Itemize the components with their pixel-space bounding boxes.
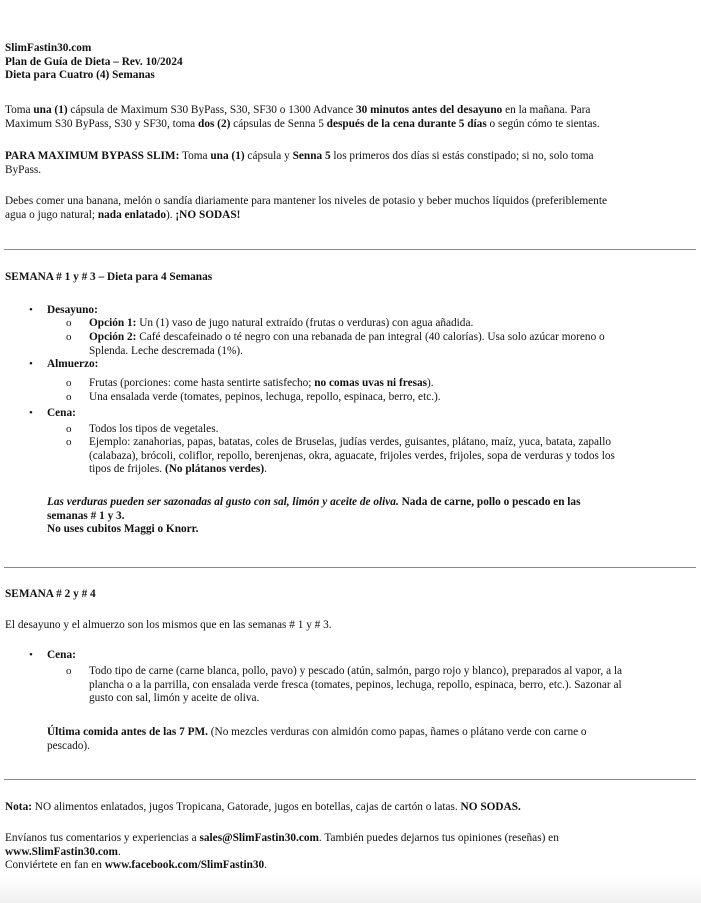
- breakfast-label: Desayuno:: [47, 304, 98, 316]
- sub-bullet-icon: o: [66, 436, 72, 448]
- plan-title: Plan de Guía de Dieta – Rev. 10/2024: [5, 55, 183, 68]
- sub-bullet-icon: o: [66, 391, 72, 403]
- footer-note: Nota: NO alimentos enlatados, jugos Tropicana, Gatorade, jugos en botellas, cajas de cartón o latas. NO SODAS.: [5, 801, 521, 813]
- dinner-label: Cena:: [47, 407, 76, 419]
- dinner-label-week-2-4: Cena:: [47, 649, 76, 661]
- sub-bullet-icon: o: [66, 331, 72, 343]
- sub-bullet-icon: o: [66, 423, 72, 435]
- dinner-item-meats: Todo tipo de carne (carne blanca, pollo, pavo) y pescado (atún, salmón, pargo rojo y blanco), preparados al vapor, a la plancha o a la parrilla, con ensalada verde fresca (tomates, pepinos, lechuga, repollo, espinaca, berro, etc.). Sazonar al gusto con sal, limón y aceite de oliva.: [89, 665, 623, 705]
- breakfast-option-1: Opción 1: Un (1) vaso de jugo natural extraído (frutas o verduras) con agua añadida.: [89, 317, 474, 329]
- section-divider: [4, 567, 696, 568]
- sub-bullet-icon: o: [66, 665, 72, 677]
- facebook-link[interactable]: www.facebook.com/SlimFastin30: [104, 859, 265, 872]
- document-header: [5, 42, 695, 83]
- lunch-item-fruits: Frutas (porciones: come hasta sentirte satisfecho; no comas uvas ni fresas).: [89, 377, 434, 389]
- sub-bullet-icon: o: [66, 377, 72, 389]
- bullet-icon: •: [29, 407, 33, 419]
- website-link[interactable]: www.SlimFastin30.com: [5, 845, 118, 858]
- contact-email-link[interactable]: sales@SlimFastin30.com: [199, 832, 319, 844]
- bullet-icon: •: [29, 649, 33, 661]
- intro-paragraph-potassium: Debes comer una banana, melón o sandía diariamente para mantener los niveles de potasio y beber muchos líquidos (preferiblemente agua o jugo natural; nada enlatado). ¡NO SODAS!: [5, 195, 607, 221]
- section-title-week-2-4: SEMANA # 2 y # 4: [5, 588, 96, 600]
- seasoning-note: Las verduras pueden ser sazonadas al gusto con sal, limón y aceite de oliva. Nada de carne, pollo o pescado en las semanas # 1 y 3. No uses cubitos Maggi o Knorr.: [47, 496, 581, 536]
- breakfast-option-2: Opción 2: Café descafeinado o té negro con una rebanada de pan integral (40 calorías). Usa solo azúcar moreno o Splenda. Leche descremada (1%).: [89, 331, 605, 357]
- dinner-item-vegetables: Todos los tipos de vegetales.: [89, 423, 219, 435]
- plan-subtitle: Dieta para Cuatro (4) Semanas: [5, 69, 155, 82]
- last-meal-note: Última comida antes de las 7 PM. (No mezcles verduras con almidón como papas, ñames o plátano verde con carne o pescado).: [47, 726, 587, 752]
- site-name: SlimFastin30.com: [5, 42, 92, 54]
- section-divider: [4, 249, 696, 250]
- sub-bullet-icon: o: [66, 317, 72, 329]
- intro-paragraph-dosage: Toma una (1) cápsula de Maximum S30 ByPass, S30, SF30 o 1300 Advance 30 minutos antes del desayuno en la mañana. Para Maximum S30 ByPass, S30 y SF30, toma dos (2) cápsulas de Senna 5 después de la cena durante 5 días o según cómo te sientas.: [5, 104, 600, 130]
- dinner-item-examples: Ejemplo: zanahorias, papas, batatas, coles de Bruselas, judías verdes, guisantes, plátano, maíz, yuca, batata, zapallo (calabaza), brócoli, coliflor, repollo, berenjenas, okra, aguacate, frijoles verdes, frijoles, sopa de verduras y todos los tipos de frijoles. (No plátanos verdes).: [89, 436, 615, 476]
- footer-contact: Envíanos tus comentarios y experiencias a sales@SlimFastin30.com. También puedes dejarnos tus opiniones (reseñas) en www.SlimFastin30.com. Conviértete en fan en www.facebook.com/SlimFastin30.: [5, 832, 559, 872]
- page-bottom-edge: [0, 876, 701, 903]
- bullet-icon: •: [29, 358, 33, 370]
- section-title-week-1-3: SEMANA # 1 y # 3 – Dieta para 4 Semanas: [5, 271, 213, 283]
- section-divider: [4, 779, 696, 780]
- intro-paragraph-bypass: PARA MAXIMUM BYPASS SLIM: Toma una (1) cápsula y Senna 5 los primeros dos días si estás constipado; si no, solo toma ByPass.: [5, 150, 594, 176]
- bullet-icon: •: [29, 304, 33, 316]
- lunch-item-salad: Una ensalada verde (tomates, pepinos, lechuga, repollo, espinaca, berro, etc.).: [89, 391, 441, 403]
- lunch-label: Almuerzo:: [47, 358, 99, 370]
- week-2-4-intro: El desayuno y el almuerzo son los mismos que en las semanas # 1 y # 3.: [5, 619, 332, 631]
